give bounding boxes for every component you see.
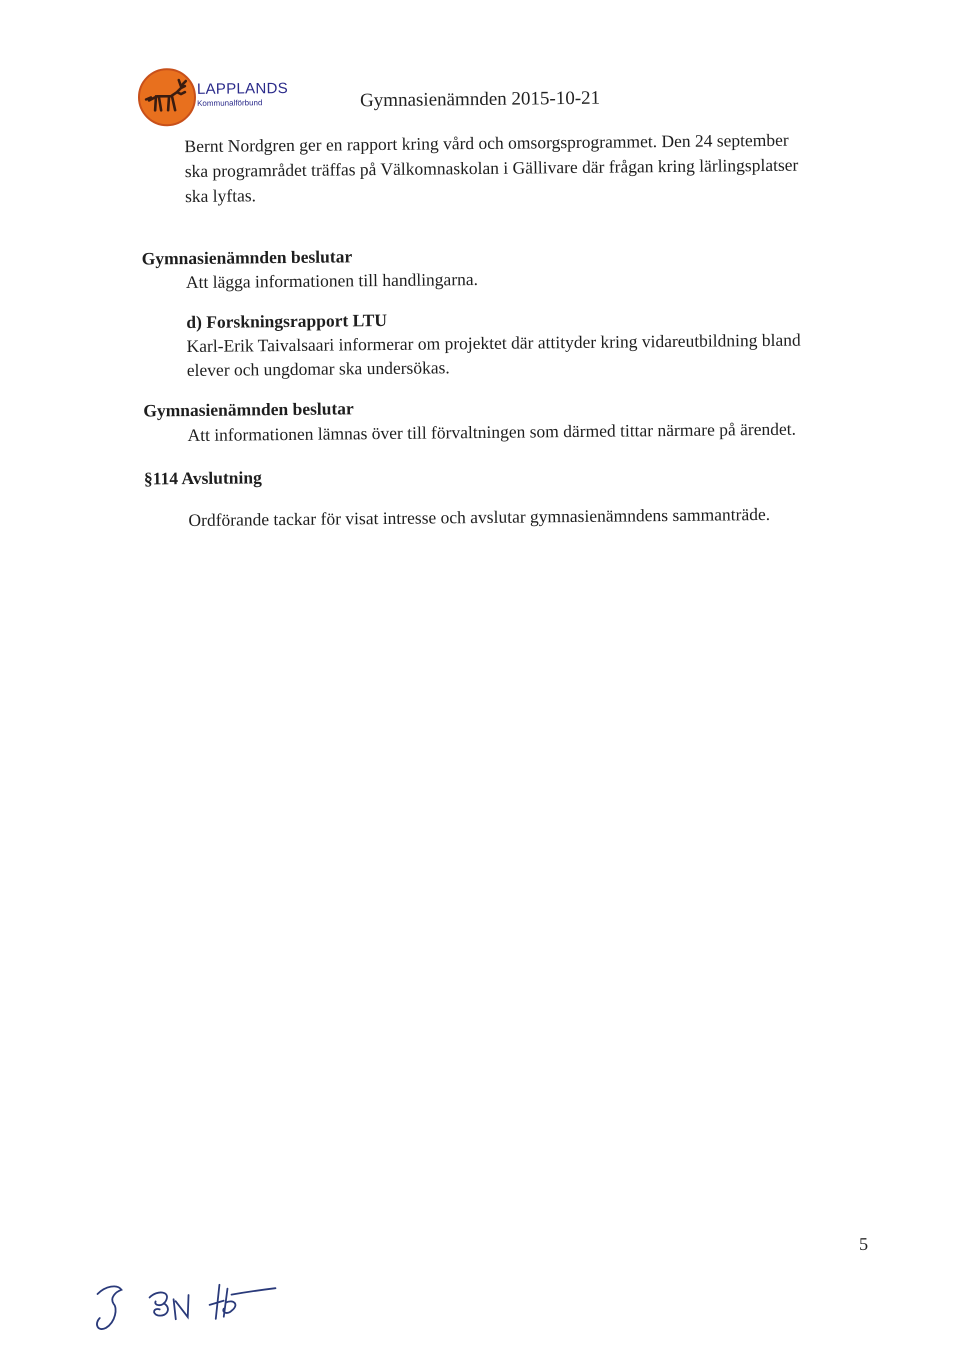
- section-heading: §114 Avslutning: [143, 467, 262, 489]
- decision-heading: Gymnasienämnden beslutar: [143, 398, 354, 421]
- decision-text: Att lägga informationen till handlingarna.: [185, 269, 479, 293]
- lapplands-logo: [137, 65, 298, 129]
- paragraph-line: Bernt Nordgren ger en rapport kring vård och omsorgsprogrammet. Den 24 september: [184, 129, 789, 157]
- decision-heading: Gymnasienämnden beslutar: [141, 246, 353, 269]
- paragraph-line: ska lyftas.: [184, 185, 257, 207]
- section-heading: d) Forskningsrapport LTU: [186, 309, 388, 333]
- paragraph-line: elever och ungdomar ska undersökas.: [186, 357, 450, 381]
- paragraph-line: ska programrådet träffas på Välkomnaskolan i Gällivare där frågan kring lärlingsplatser: [184, 154, 799, 182]
- initials-signatures: [91, 1270, 292, 1342]
- logo-subtitle: Kommunalförbund: [197, 98, 263, 108]
- logo-name: LAPPLANDS: [196, 79, 289, 98]
- paragraph-line: Ordförande tackar för visat intresse och avslutar gymnasienämndens sammanträde.: [188, 503, 771, 531]
- decision-text: Att informationen lämnas över till förvaltningen som därmed tittar närmare på ärendet.: [187, 418, 797, 446]
- document-header-title: Gymnasienämnden 2015-10-21: [359, 87, 601, 112]
- page-number: 5: [858, 1233, 869, 1255]
- paragraph-line: Karl-Erik Taivalsaari informerar om projektet där attityder kring vidareutbildning bland: [186, 329, 801, 357]
- reindeer-logo-icon: [137, 66, 198, 129]
